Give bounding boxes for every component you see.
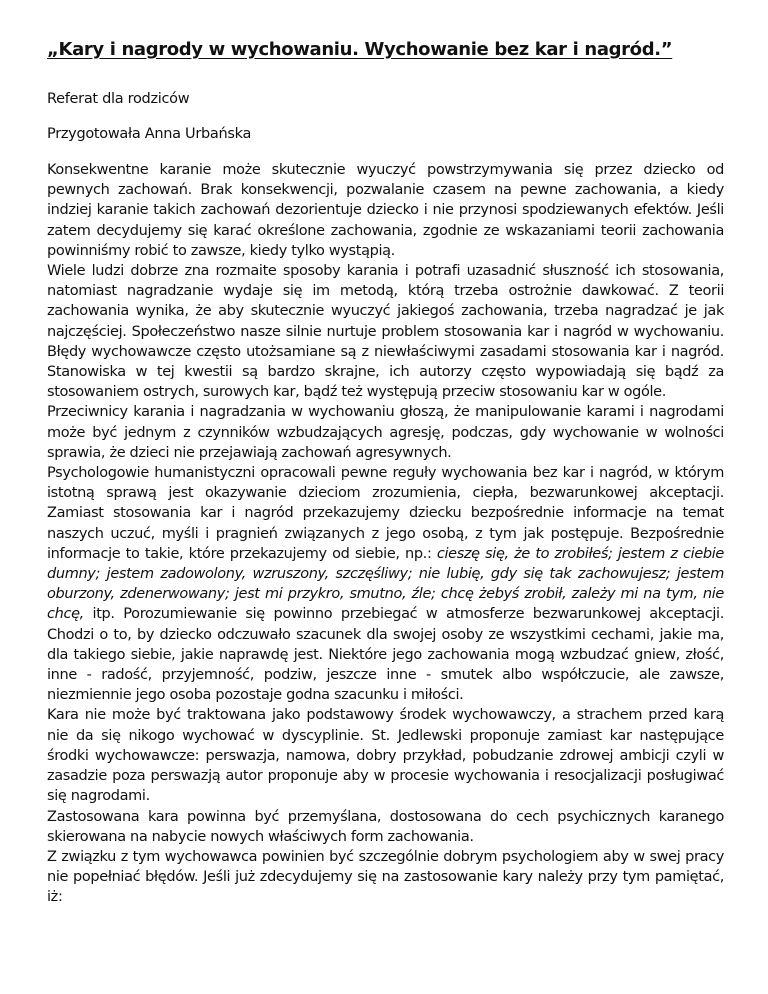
paragraph-applied-punishment: Zastosowana kara powinna być przemyślana, dostosowana do cech psychicznych karanego skierowana na nabycie nowych właściwych form zachowania. bbox=[47, 808, 724, 845]
author-line: Przygotowała Anna Urbańska bbox=[47, 126, 252, 142]
psych-text-after: itp. Porozumiewanie się powinno przebiegać w atmosferze bezwarunkowej akceptacji. Chodzi o to, by dziecko odczuwało szacunek dla swojej osoby ze wszystkimi cechami, jakie ma, dla takiego siebie, jakie naprawdę jest. Niektóre jego zachowania mogą wzbudzać gniew, złość, inne - radość, przyjemność, podziw, jeszcze inne - smutek albo współczucie, ale zawsze, niezmiennie jego osoba pozostaje godna szacunku i miłości. bbox=[47, 606, 724, 704]
paragraph-humanistic-psychology bbox=[47, 463, 724, 705]
document-body bbox=[47, 160, 724, 908]
document-subtitle: Referat dla rodziców bbox=[47, 91, 190, 107]
paragraph-consistency: Konsekwentne karanie może skutecznie wyuczyć powstrzymywania się przez dziecko od pewnych zachowań. Brak konsekwencji, pozwalanie czasem na pewne zachowania, a kiedy indziej karanie takich zachowań dezorientuje dziecko i nie przynosi spodziewanych efektów. Jeśli zatem decydujemy się karać określone zachowania, zgodnie ze wskazaniami teorii zachowania powinniśmy robić to zawsze, kiedy tylko wystąpią. bbox=[47, 162, 724, 259]
psych-text-italic-examples: cieszę się, że to zrobiłeś; jestem z ciebie dumny; jestem zadowolony, wzruszony, szczęśliwy; nie lubię, gdy się tak zachowujesz; jestem oburzony, zdenerwowany; jest mi przykro, smutno, źle; chcę żebyś zrobił, zależy mi na tym, nie chcę, bbox=[47, 545, 724, 623]
document-title: „Kary i nagrody w wychowaniu. Wychowanie bez kar i nagród.” bbox=[47, 39, 673, 60]
paragraph-opponents: Przeciwnicy karania i nagradzania w wychowaniu głoszą, że manipulowanie karami i nagrodami może być jednym z czynników wzbudzających agresję, podczas, gdy wychowanie w wolności sprawia, że dzieci nie przejawiają zachowań agresywnych. bbox=[47, 404, 724, 461]
paragraph-jedlewski: Kara nie może być traktowana jako podstawowy środek wychowawczy, a strachem przed karą nie da się nikogo wychować w dyscyplinie. St. Jedlewski proponuje zamiast kar następujące środki wychowawcze: perswazja, namowa, dobry przykład, pobudzanie zdrowej ambicji czyli w zasadzie poza perswazją autor proponuje aby w procesie wychowania i resocjalizacji posługiwać się nagrodami. bbox=[47, 707, 724, 805]
document-page bbox=[47, 38, 724, 908]
paragraph-educator-psychologist: Z związku z tym wychowawca powinien być szczególnie dobrym psychologiem aby w swej pracy nie popełniać błędów. Jeśli już zdecydujemy się na zastosowanie kary należy przy tym pamiętać, iż: bbox=[47, 848, 724, 906]
paragraph-rewarding: Wiele ludzi dobrze zna rozmaite sposoby karania i potrafi uzasadnić słuszność ich stosowania, natomiast nagradzanie wydaje się im metodą, którą trzeba ostrożnie dawkować. Z teorii zachowania wynika, że aby skutecznie wyuczyć jakiegoś zachowania, trzeba nagradzać je jak najczęściej. Społeczeństwo nasze silnie nurtuje problem stosowania kar i nagród w wychowaniu. Błędy wychowawcze często utożsamiane są z niewłaściwymi zasadami stosowania kar i nagród. Stanowiska w tej kwestii są bardzo skrajne, ich autorzy często wypowiadają się bądź za stosowaniem ostrych, surowych kar, bądź też występują przeciw stosowaniu kar w ogóle. bbox=[47, 263, 724, 401]
psych-text-before: Psychologowie humanistyczni opracowali pewne reguły wychowania bez kar i nagród, w którym istotną sprawą jest okazywanie dzieciom zrozumienia, ciepła, bezwarunkowej akceptacji. Zamiast stosowania kar i nagród przekazujemy dziecku bezpośrednie informacje na temat naszych uczuć, myśli i pragnień związanych z jego osobą, z tym jak postępuje. Bezpośrednie informacje to takie, które przekazujemy od siebie, np.: bbox=[47, 465, 724, 562]
